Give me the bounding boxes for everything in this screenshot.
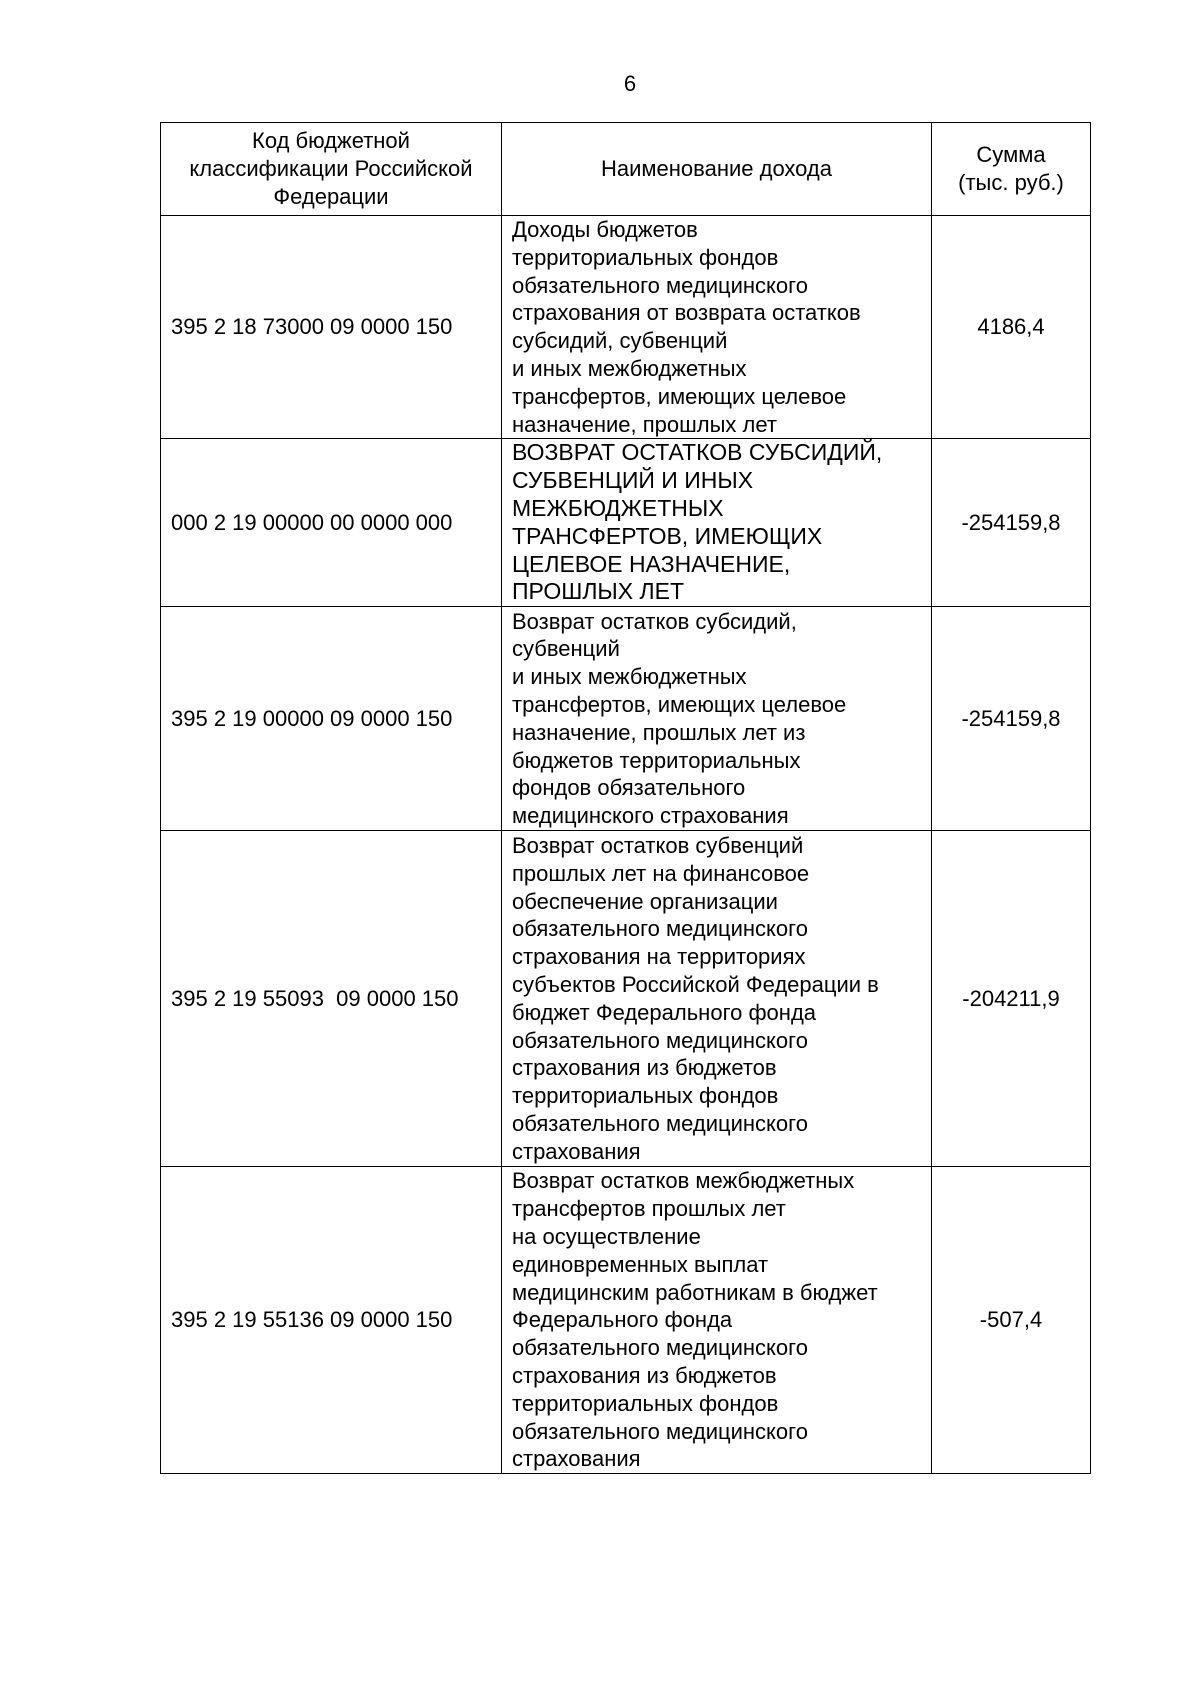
row-name-line: страхования от возврата остатков xyxy=(512,300,861,326)
header-code-line: Федерации xyxy=(273,183,389,209)
header-code-line: Код бюджетной xyxy=(252,128,410,154)
table-row xyxy=(161,831,1091,1167)
row-sum: -254159,8 xyxy=(932,607,1091,831)
row-name-line: ЦЕЛЕВОЕ НАЗНАЧЕНИЕ, xyxy=(512,550,791,577)
row-name-line: субсидий, субвенций xyxy=(512,328,728,354)
row-name-line: трансфертов, имеющих целевое xyxy=(512,383,847,409)
row-name-line: фондов обязательного xyxy=(512,775,746,801)
row-name-line: обязательного медицинского xyxy=(512,1418,808,1444)
header-name: Наименование дохода xyxy=(502,123,932,216)
row-code: 395 2 19 55093 09 0000 150 xyxy=(161,831,502,1167)
table-header-row xyxy=(161,123,1091,216)
row-name-line: территориальных фондов xyxy=(512,1083,779,1109)
row-name-line: страхования из бюджетов xyxy=(512,1055,777,1081)
row-name xyxy=(502,831,932,1167)
page-number: 6 xyxy=(623,71,637,96)
row-name-line: Возврат остатков субвенций xyxy=(512,833,804,859)
row-name-line: бюджетов территориальных xyxy=(512,747,801,773)
row-name-line: назначение, прошлых лет xyxy=(512,411,777,437)
row-name-line: бюджет Федерального фонда xyxy=(512,999,817,1025)
row-name xyxy=(502,1167,932,1474)
row-name xyxy=(502,607,932,831)
table-row xyxy=(161,1167,1091,1474)
row-name xyxy=(502,216,932,439)
table-row xyxy=(161,607,1091,831)
row-name-line: назначение, прошлых лет из xyxy=(512,719,806,745)
row-name-line: трансфертов, имеющих целевое xyxy=(512,692,847,718)
row-name-line: страхования на территориях xyxy=(512,944,806,970)
row-name-line: страхования xyxy=(512,1138,641,1164)
header-code xyxy=(161,123,502,216)
row-name-line: прошлых лет на финансовое xyxy=(512,860,810,886)
row-name-line: обязательного медицинского xyxy=(512,272,808,298)
row-name-line: территориальных фондов xyxy=(512,244,779,270)
row-name-line: обеспечение организации xyxy=(512,888,778,914)
row-name-line: субвенций xyxy=(512,636,620,662)
row-code: 395 2 18 73000 09 0000 150 xyxy=(161,216,502,439)
header-sum-line: (тыс. руб.) xyxy=(958,170,1064,195)
row-name-line: обязательного медицинского xyxy=(512,1335,808,1361)
row-name-line: МЕЖБЮДЖЕТНЫХ xyxy=(512,495,724,522)
header-sum xyxy=(932,123,1091,216)
row-name-line: СУБВЕНЦИЙ И ИНЫХ xyxy=(512,467,754,494)
table-row xyxy=(161,216,1091,439)
row-name-line: обязательного медицинского xyxy=(512,916,808,942)
row-sum: -507,4 xyxy=(932,1167,1091,1474)
row-name-line: территориальных фондов xyxy=(512,1390,779,1416)
row-name-line: Возврат остатков межбюджетных xyxy=(512,1168,855,1194)
row-code: 000 2 19 00000 00 0000 000 xyxy=(161,439,502,607)
table-row xyxy=(161,439,1091,607)
row-name-line: ПРОШЛЫХ ЛЕТ xyxy=(512,578,685,605)
row-sum: 4186,4 xyxy=(932,216,1091,439)
row-name-line: ВОЗВРАТ ОСТАТКОВ СУБСИДИЙ, xyxy=(512,439,883,466)
row-name-line: обязательного медицинского xyxy=(512,1111,808,1137)
row-name-line: страхования xyxy=(512,1446,641,1472)
row-name-line: и иных межбюджетных xyxy=(512,664,747,690)
row-name-line: Возврат остатков субсидий, xyxy=(512,608,797,634)
row-name-line: медицинского страхования xyxy=(512,803,789,829)
row-name-line: Доходы бюджетов xyxy=(512,217,698,242)
row-name-line: обязательного медицинского xyxy=(512,1027,808,1053)
row-code: 395 2 19 00000 09 0000 150 xyxy=(161,607,502,831)
header-code-line: классификации Российской xyxy=(189,156,473,182)
header-sum-line: Сумма xyxy=(976,142,1046,168)
row-sum: -204211,9 xyxy=(932,831,1091,1167)
row-name-line: страхования из бюджетов xyxy=(512,1363,777,1389)
row-name xyxy=(502,439,932,607)
row-name-line: субъектов Российской Федерации в xyxy=(512,972,879,998)
row-name-line: на осуществление xyxy=(512,1224,701,1250)
row-sum: -254159,8 xyxy=(932,439,1091,607)
row-name-line: Федерального фонда xyxy=(512,1307,733,1333)
row-name-line: медицинским работникам в бюджет xyxy=(512,1279,878,1305)
row-name-line: ТРАНСФЕРТОВ, ИМЕЮЩИХ xyxy=(512,522,823,549)
revenue-table xyxy=(160,122,1091,1474)
row-name-line: трансфертов прошлых лет xyxy=(512,1196,786,1222)
row-name-line: единовременных выплат xyxy=(512,1251,769,1277)
row-name-line: и иных межбюджетных xyxy=(512,355,747,381)
row-code: 395 2 19 55136 09 0000 150 xyxy=(161,1167,502,1474)
